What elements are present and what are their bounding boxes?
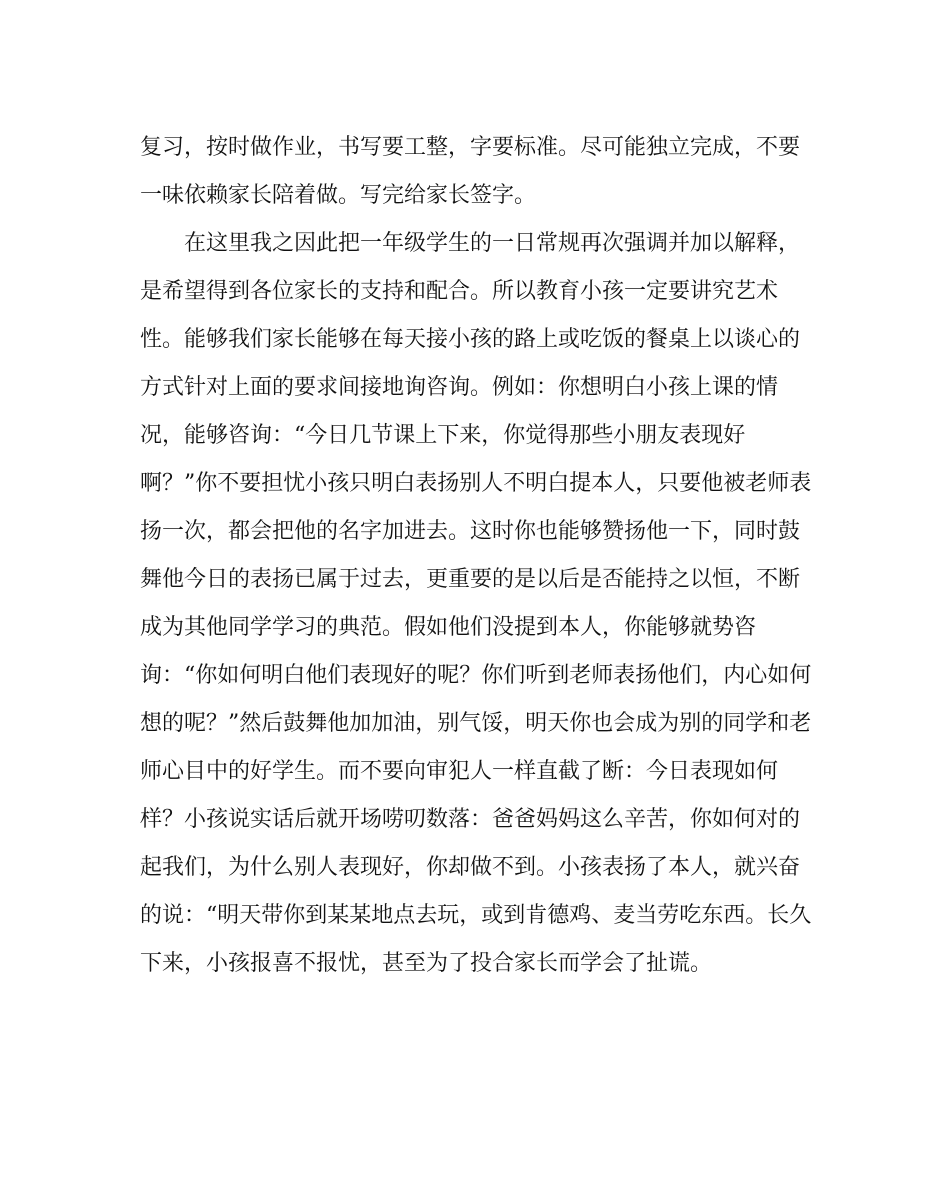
text-line: 成为其他同学学习的典范。假如他们没提到本人，你能够就势咨 [140, 615, 757, 640]
text-line: 下来，小孩报喜不报忧，甚至为了投合家长而学会了扯谎。 [140, 951, 713, 976]
text-line: 扬一次，都会把他的名字加进去。这时你也能够赞扬他一下，同时鼓 [140, 519, 801, 544]
text-line: 的说：“明天带你到某某地点去玩，或到肯德鸡、麦当劳吃东西。长久 [140, 903, 812, 928]
text-line: 是希望得到各位家长的支持和配合。所以教育小孩一定要讲究艺术 [140, 279, 779, 304]
body-text [140, 124, 820, 988]
text-line: 起我们，为什么别人表现好，你却做不到。小孩表扬了本人，就兴奋 [140, 855, 801, 880]
text-line: 一味依赖家长陪着做。写完给家长签字。 [140, 183, 537, 208]
text-line: 啊？”你不要担忧小孩只明白表扬别人不明白提本人，只要他被老师表 [140, 471, 812, 496]
text-line: 舞他今日的表扬已属于过去，更重要的是以后是否能持之以恒，不断 [140, 567, 801, 592]
text-line: 师心目中的好学生。而不要向审犯人一样直截了断：今日表现如何 [140, 759, 779, 784]
text-line: 询：“你如何明白他们表现好的呢？你们听到老师表扬他们，内心如何 [140, 663, 812, 688]
text-line: 方式针对上面的要求间接地询咨询。例如：你想明白小孩上课的情 [140, 375, 779, 400]
text-line: 想的呢？”然后鼓舞他加加油，别气馁，明天你也会成为别的同学和老 [140, 711, 812, 736]
text-line: 样？小孩说实话后就开场唠叨数落：爸爸妈妈这么辛苦，你如何对的 [140, 807, 801, 832]
paragraph-first-line: 在这里我之因此把一年级学生的一日常规再次强调并加以解释， [184, 231, 801, 256]
text-line: 复习，按时做作业，书写要工整，字要标准。尽可能独立完成，不要 [140, 135, 801, 160]
text-line: 性。能够我们家长能够在每天接小孩的路上或吃饭的餐桌上以谈心的 [140, 327, 801, 352]
text-line: 况，能够咨询：“今日几节课上下来，你觉得那些小朋友表现好 [140, 423, 746, 448]
